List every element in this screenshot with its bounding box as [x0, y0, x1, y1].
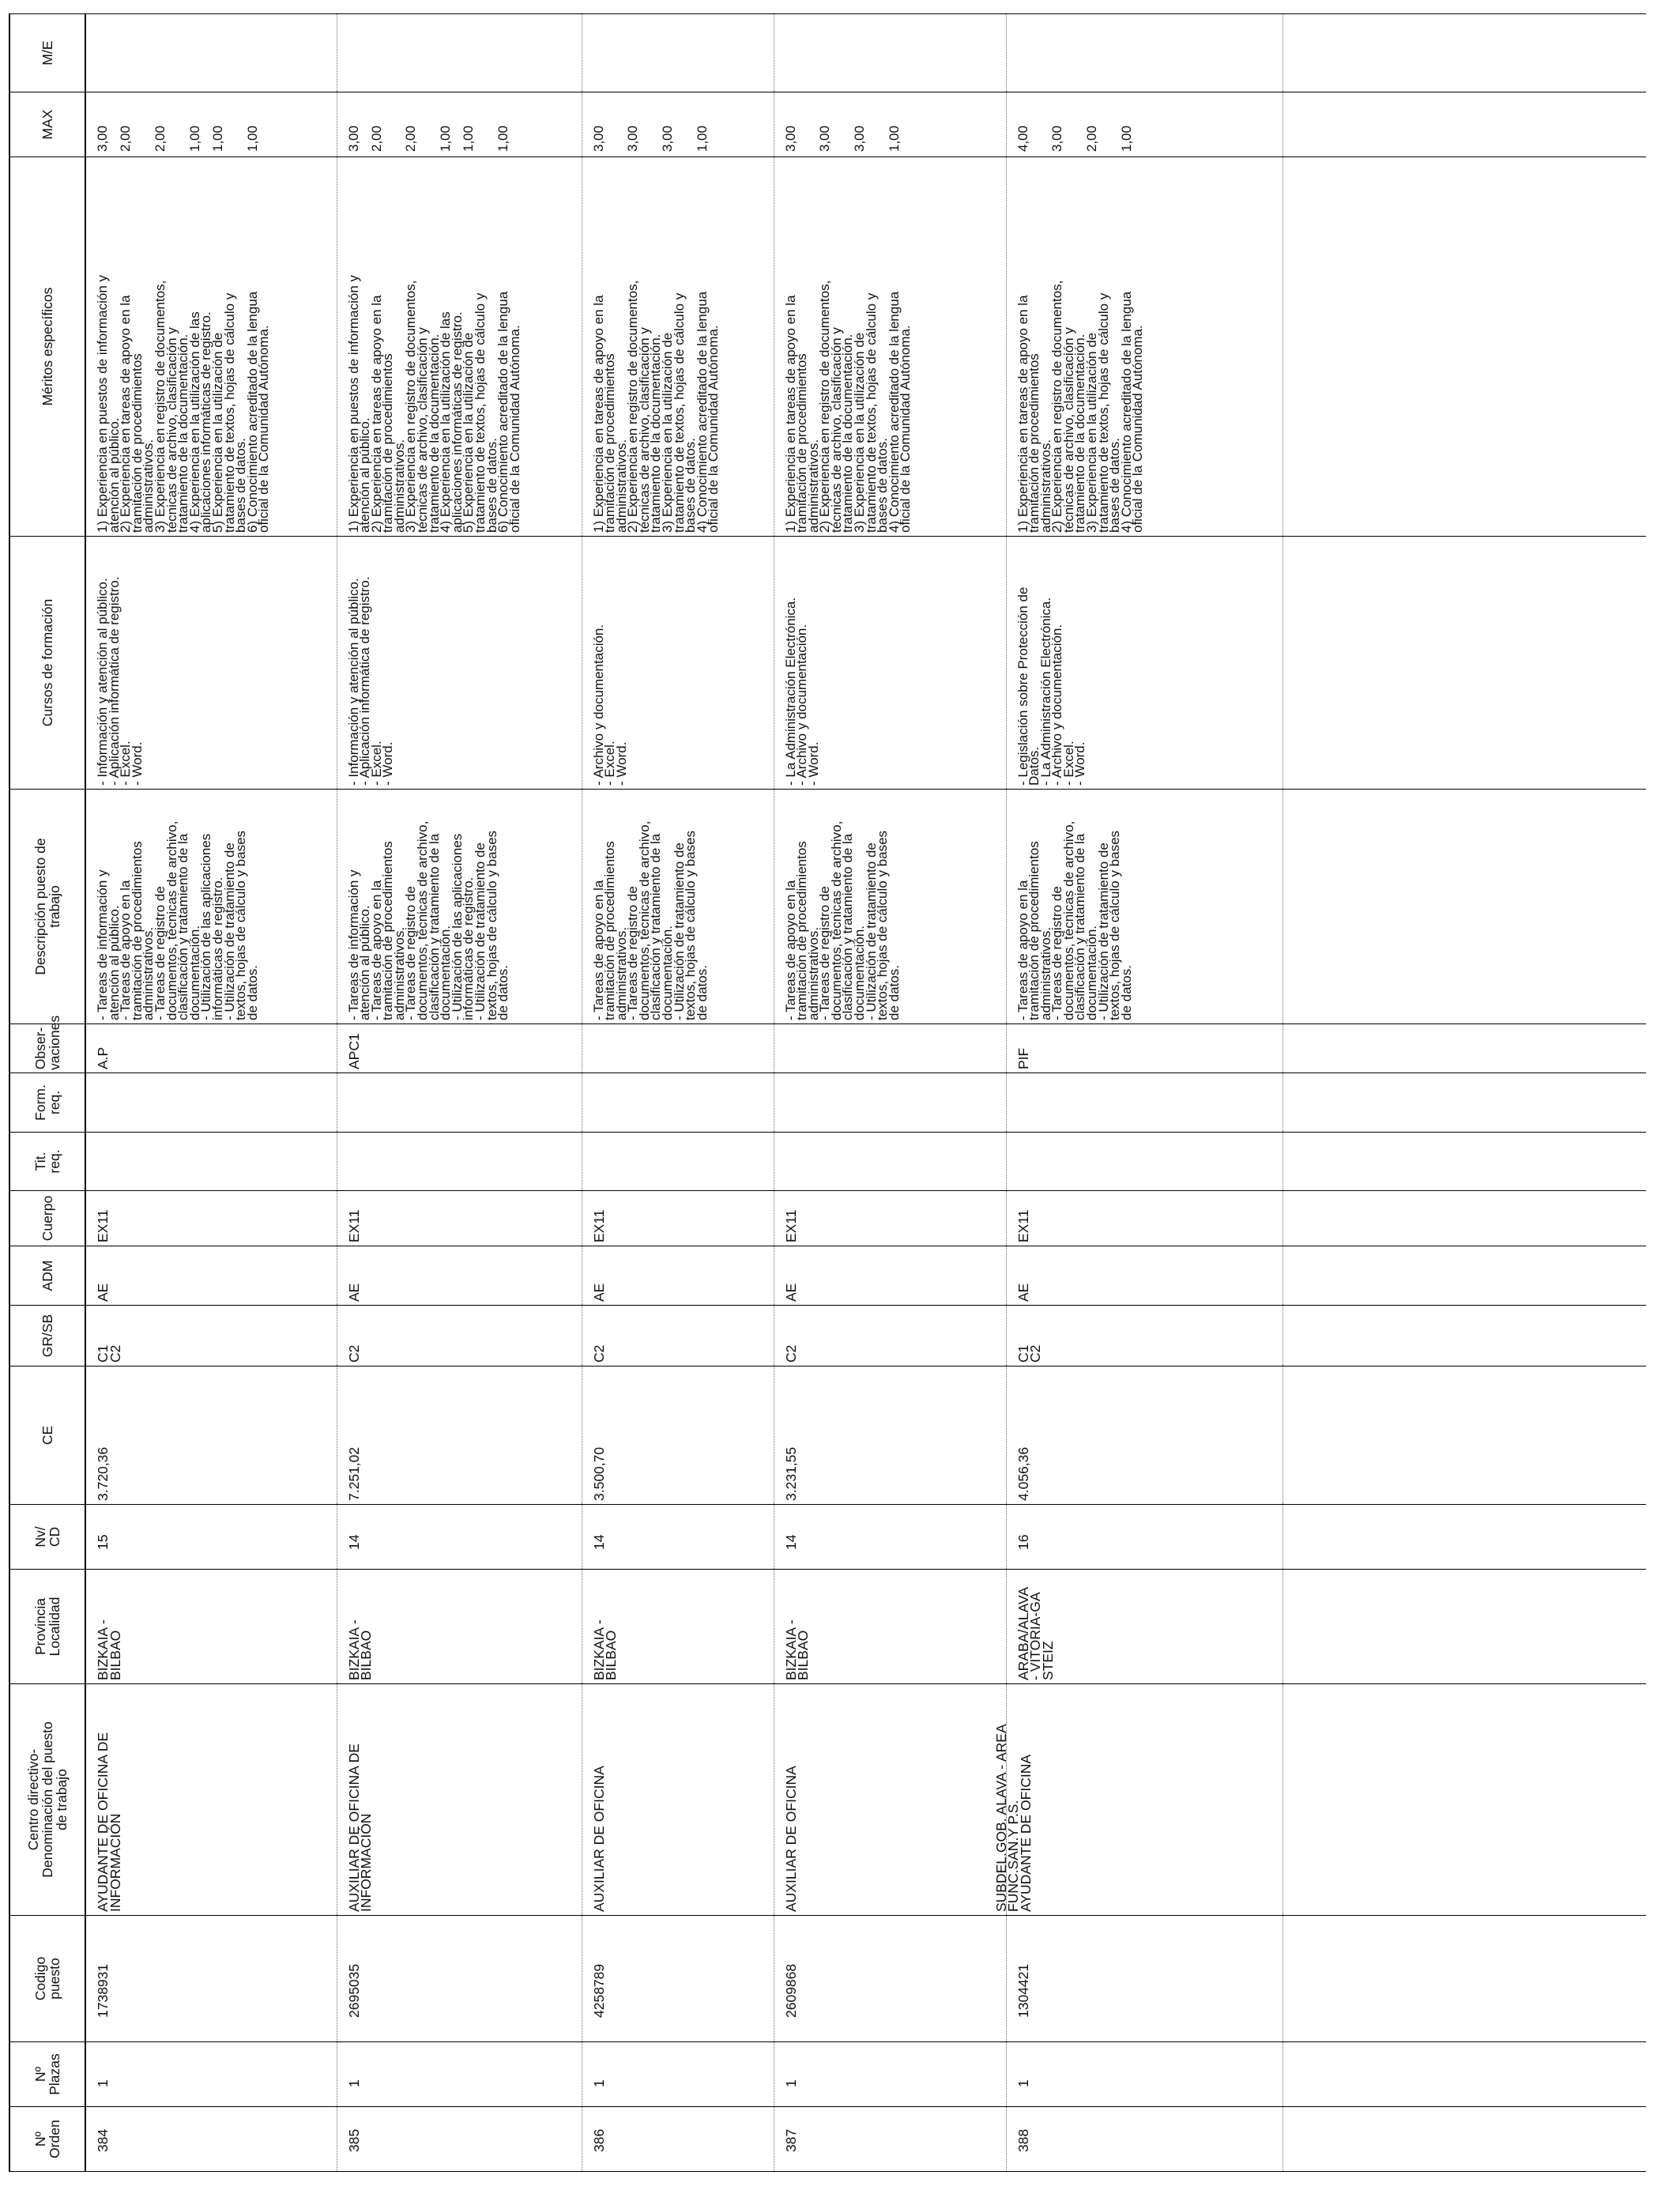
cell-max: 3,00 3,00 3,00 1,00: [582, 92, 774, 157]
header-row: [9, 14, 85, 2172]
centro-directivo: SUBDEL.GOB. ALAVA - AREA FUNC.SAN.Y P.S.: [993, 1724, 1021, 1912]
cell-plazas: 1: [337, 2042, 582, 2107]
header-max: MAX: [9, 92, 85, 157]
puesto-denominacion: AUXILIAR DE OFICINA DE INFORMACIÓN: [345, 1744, 374, 1912]
header-adm: ADM: [9, 1246, 85, 1306]
cell-provincia: BIZKAIA - BILBAO: [85, 1570, 337, 1684]
cell-tit: [774, 1133, 1006, 1191]
table-row: [582, 14, 774, 2172]
cell-descripcion: - Tareas de información y atención al público. - Tareas de apoyo en la tramitación de procedimientos administrativos. - Tareas de registro de documentos, técnicas de archivo, clasificación y tratamiento de la documentación. - Utilización de las aplicaciones informáticas de registro. - Utilización de tratamiento de textos, hojas de cálculo y bases de datos.: [337, 790, 582, 1024]
cell-grupo: C2: [337, 1306, 582, 1367]
cell-descripcion: - Tareas de apoyo en la tramitación de procedimientos administrativos. - Tareas de registro de documentos, técnicas de archivo, clasificación y tratamiento de la documentación. - Utilización de tratamiento de textos, hojas de cálculo y bases de datos.: [582, 790, 774, 1024]
cell-tit: [582, 1133, 774, 1191]
cell-cuerpo: EX11: [1006, 1191, 1283, 1246]
cell-obs: APC1: [337, 1024, 582, 1073]
cell-ce: 4.056,36: [1006, 1367, 1283, 1505]
cell-meritos: 1) Experiencia en puestos de información y atención al público. 2) Experiencia en tareas de apoyo en la tramitación de procedimientos administrativos. 3) Experiencia en registro de documentos, técnicas de archivo, clasificación y tratamiento de la documentación. 4) Experiencia en la utilización de las aplicaciones informáticas de registro. 5) Experiencia en la utilización de tratamiento de textos, hojas de cálculo y bases de datos. 6) Conocimiento acreditado de la lengua oficial de la Comunidad Autónoma.: [85, 157, 337, 537]
cell-meritos: 1) Experiencia en tareas de apoyo en la tramitación de procedimientos administrativos. 2) Experiencia en registro de documentos, técnicas de archivo, clasificación y tratamiento de la documentación. 3) Experiencia en la utilización de tratamiento de textos, hojas de cálculo y bases de datos. 4) Conocimiento acreditado de la lengua oficial de la Comunidad Autónoma.: [774, 157, 1006, 537]
cell-grupo: C1 C2: [1006, 1306, 1283, 1367]
header-meritos: Méritos específicos: [9, 157, 85, 537]
cell-cursos: - La Administración Electrónica. - Archivo y documentación. - Word.: [774, 537, 1006, 790]
cell-orden: 385: [337, 2107, 582, 2172]
header-tit: Tit. req.: [9, 1133, 85, 1191]
cell-codigo: 2695035: [337, 1916, 582, 2042]
filler-cell: [1283, 1570, 1646, 1684]
cell-cursos: - Legislación sobre Protección de Datos. - La Administración Electrónica. - Archivo y documentación. - Excel. - Word.: [1006, 537, 1283, 790]
cell-adm: AE: [1006, 1246, 1283, 1306]
cell-nivel: 14: [774, 1505, 1006, 1570]
cell-descripcion: - Tareas de apoyo en la tramitación de procedimientos administrativos. - Tareas de registro de documentos, técnicas de archivo, clasificación y tratamiento de la documentación. - Utilización de tratamiento de textos, hojas de cálculo y bases de datos.: [774, 790, 1006, 1024]
cell-provincia: BIZKAIA - BILBAO: [582, 1570, 774, 1684]
cell-orden: 384: [85, 2107, 337, 2172]
header-ce: CE: [9, 1367, 85, 1505]
table-filler-row: [1283, 14, 1646, 2172]
cell-orden: 388: [1006, 2107, 1283, 2172]
header-plazas: Nº Plazas: [9, 2042, 85, 2107]
cell-codigo: 4258789: [582, 1916, 774, 2042]
cell-me: [85, 14, 337, 92]
cell-centro: [774, 1684, 1006, 1916]
cell-plazas: 1: [85, 2042, 337, 2107]
cell-grupo: C1 C2: [85, 1306, 337, 1367]
cell-obs: A.P: [85, 1024, 337, 1073]
cell-me: [582, 14, 774, 92]
filler-cell: [1283, 1246, 1646, 1306]
filler-cell: [1283, 1024, 1646, 1073]
cell-nivel: 14: [337, 1505, 582, 1570]
cell-codigo: 1738931: [85, 1916, 337, 2042]
cell-meritos: 1) Experiencia en tareas de apoyo en la tramitación de procedimientos administrativos. 2) Experiencia en registro de documentos, técnicas de archivo, clasificación y tratamiento de la documentación. 3) Experiencia en la utilización de tratamiento de textos, hojas de cálculo y bases de datos. 4) Conocimiento acreditado de la lengua oficial de la Comunidad Autónoma.: [1006, 157, 1283, 537]
cell-grupo: C2: [774, 1306, 1006, 1367]
cell-provincia: BIZKAIA - BILBAO: [774, 1570, 1006, 1684]
header-cuerpo: Cuerpo: [9, 1191, 85, 1246]
filler-cell: [1283, 1133, 1646, 1191]
table-row: [337, 14, 582, 2172]
filler-cell: [1283, 1916, 1646, 2042]
cell-cursos: - Información y atención al público. - Aplicación informática de registro. - Excel. - Word.: [337, 537, 582, 790]
cell-grupo: C2: [582, 1306, 774, 1367]
cell-plazas: 1: [582, 2042, 774, 2107]
cell-obs: [582, 1024, 774, 1073]
filler-cell: [1283, 92, 1646, 157]
cell-form: [1006, 1073, 1283, 1133]
puesto-denominacion: AYUDANTE DE OFICINA DE INFORMACIÓN: [95, 1732, 123, 1912]
cell-nivel: 14: [582, 1505, 774, 1570]
cell-max: 3,00 2,00 2,00 1,00 1,00 1,00: [85, 92, 337, 157]
cell-centro: [582, 1684, 774, 1916]
cell-orden: 387: [774, 2107, 1006, 2172]
cell-codigo: 1304421: [1006, 1916, 1283, 2042]
cell-form: [85, 1073, 337, 1133]
header-orden: Nº Orden: [9, 2107, 85, 2172]
cell-ce: 3.720,36: [85, 1367, 337, 1505]
cell-meritos: 1) Experiencia en puestos de información y atención al público. 2) Experiencia en tareas de apoyo en la tramitación de procedimientos administrativos. 3) Experiencia en registro de documentos, técnicas de archivo, clasificación y tratamiento de la documentación. 4) Experiencia en la utilización de las aplicaciones informáticas de registro. 5) Experiencia en la utilización de tratamiento de textos, hojas de cálculo y bases de datos. 6) Conocimiento acreditado de la lengua oficial de la Comunidad Autónoma.: [337, 157, 582, 537]
cell-adm: AE: [337, 1246, 582, 1306]
header-form: Form. req.: [9, 1073, 85, 1133]
cell-nivel: 15: [85, 1505, 337, 1570]
cell-adm: AE: [85, 1246, 337, 1306]
filler-cell: [1283, 1505, 1646, 1570]
filler-cell: [1283, 1306, 1646, 1367]
cell-ce: 7.251,02: [337, 1367, 582, 1505]
cell-max: 3,00 2,00 2,00 1,00 1,00 1,00: [337, 92, 582, 157]
header-nivel: Nv/ CD: [9, 1505, 85, 1570]
cell-adm: AE: [774, 1246, 1006, 1306]
filler-cell: [1283, 790, 1646, 1024]
cell-me: [337, 14, 582, 92]
cell-me: [774, 14, 1006, 92]
table-row: [1006, 14, 1283, 2172]
cell-plazas: 1: [774, 2042, 1006, 2107]
cell-tit: [85, 1133, 337, 1191]
cell-centro: [993, 1684, 1283, 1916]
cell-descripcion: - Tareas de apoyo en la tramitación de procedimientos administrativos. - Tareas de registro de documentos, técnicas de archivo, clasificación y tratamiento de la documentación. - Utilización de tratamiento de textos, hojas de cálculo y bases de datos.: [1006, 790, 1283, 1024]
cell-tit: [1006, 1133, 1283, 1191]
cell-descripcion: - Tareas de información y atención al público. - Tareas de apoyo en la tramitación de procedimientos administrativos. - Tareas de registro de documentos, técnicas de archivo, clasificación y tratamiento de la documentación. - Utilización de las aplicaciones informáticas de registro. - Utilización de tratamiento de textos, hojas de cálculo y bases de datos.: [85, 790, 337, 1024]
cell-orden: 386: [582, 2107, 774, 2172]
cell-cursos: - Archivo y documentación. - Excel. - Word.: [582, 537, 774, 790]
header-provincia: Provincia Localidad: [9, 1570, 85, 1684]
cell-ce: 3.231,55: [774, 1367, 1006, 1505]
filler-cell: [1283, 537, 1646, 790]
cell-provincia: BIZKAIA - BILBAO: [337, 1570, 582, 1684]
header-obs: Obser- vaciones: [9, 1024, 85, 1073]
cell-cursos: - Información y atención al público. - Aplicación informática de registro. - Excel. - Word.: [85, 537, 337, 790]
cell-codigo: 2609868: [774, 1916, 1006, 2042]
cell-form: [582, 1073, 774, 1133]
cell-obs: PIF: [1006, 1024, 1283, 1073]
cell-obs: [774, 1024, 1006, 1073]
cell-plazas: 1: [1006, 2042, 1283, 2107]
filler-cell: [1283, 157, 1646, 537]
filler-cell: [1283, 2042, 1646, 2107]
cell-max: 3,00 3,00 3,00 1,00: [774, 92, 1006, 157]
header-cursos: Cursos de formación: [9, 537, 85, 790]
cell-provincia: ARABA/ALAVA - VITORIA-GA STEIZ: [1006, 1570, 1283, 1684]
cell-meritos: 1) Experiencia en tareas de apoyo en la tramitación de procedimientos administrativos. 2) Experiencia en registro de documentos, técnicas de archivo, clasificación y tratamiento de la documentación. 3) Experiencia en la utilización de tratamiento de textos, hojas de cálculo y bases de datos. 4) Conocimiento acreditado de la lengua oficial de la Comunidad Autónoma.: [582, 157, 774, 537]
cell-adm: AE: [582, 1246, 774, 1306]
header-grupo: GR/SB: [9, 1306, 85, 1367]
table-row: [85, 14, 337, 2172]
filler-cell: [1283, 1367, 1646, 1505]
puesto-denominacion: AUXILIAR DE OFICINA: [782, 1766, 799, 1912]
puesto-denominacion: AYUDANTE DE OFICINA: [1017, 1754, 1034, 1912]
cell-me: [1006, 14, 1283, 92]
table-row: [774, 14, 1006, 2172]
filler-cell: [1283, 14, 1646, 92]
filler-cell: [1283, 1191, 1646, 1246]
header-codigo: Codigo puesto: [9, 1916, 85, 2042]
filler-cell: [1283, 1073, 1646, 1133]
cell-form: [337, 1073, 582, 1133]
header-centro: Centro directivo- Denominación del puesto de trabajo: [9, 1684, 85, 1916]
cell-cuerpo: EX11: [774, 1191, 1006, 1246]
cell-max: 4,00 3,00 2,00 1,00: [1006, 92, 1283, 157]
positions-table: [9, 13, 1646, 2172]
header-descripcion: Descripción puesto de trabajo: [9, 790, 85, 1024]
cell-cuerpo: EX11: [337, 1191, 582, 1246]
cell-nivel: 16: [1006, 1505, 1283, 1570]
filler-cell: [1283, 1684, 1646, 1916]
header-me: M/E: [9, 14, 85, 92]
cell-centro: [85, 1684, 337, 1916]
cell-cuerpo: EX11: [582, 1191, 774, 1246]
cell-cuerpo: EX11: [85, 1191, 337, 1246]
cell-form: [774, 1073, 1006, 1133]
cell-centro: [337, 1684, 582, 1916]
puesto-denominacion: AUXILIAR DE OFICINA: [590, 1766, 607, 1912]
cell-ce: 3.500,70: [582, 1367, 774, 1505]
cell-tit: [337, 1133, 582, 1191]
filler-cell: [1283, 2107, 1646, 2172]
